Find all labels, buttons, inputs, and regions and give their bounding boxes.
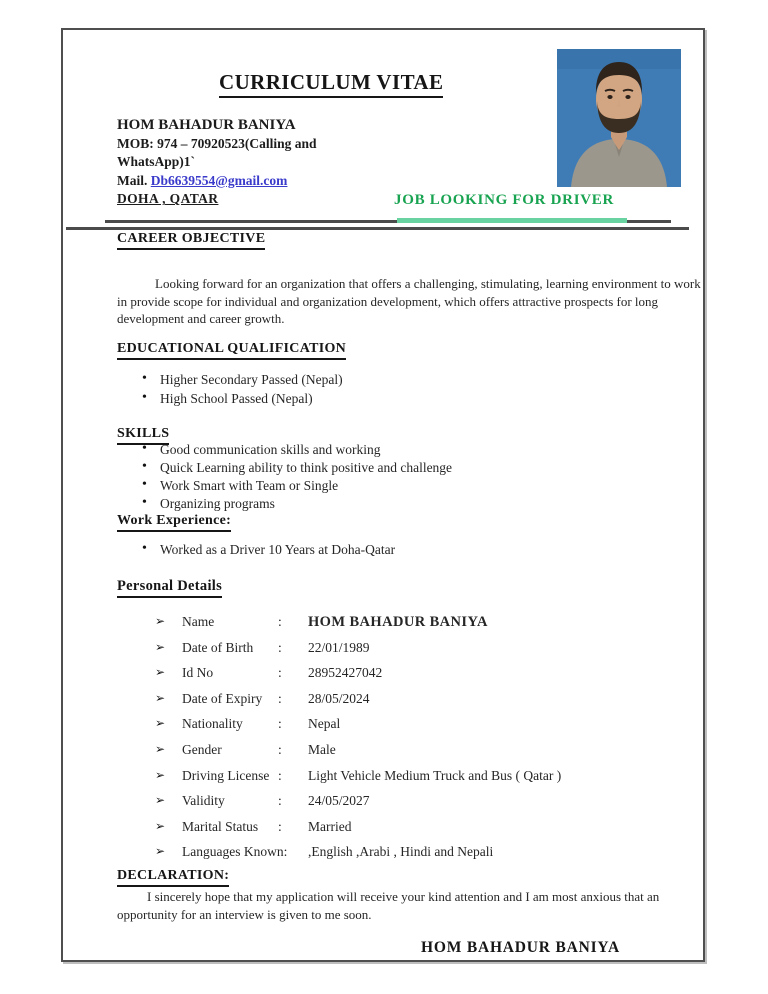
list-item-text: Quick Learning ability to think positive and challenge — [160, 460, 453, 475]
detail-row — [155, 716, 675, 742]
detail-colon: : — [278, 767, 282, 783]
list-item — [142, 542, 395, 558]
section-heading-education: EDUCATIONAL QUALIFICATION — [117, 341, 346, 360]
detail-value: Married — [308, 818, 352, 834]
detail-colon: : — [278, 818, 282, 834]
portrait-photo — [557, 49, 681, 187]
arrow-bullet-icon: ➢ — [155, 767, 166, 782]
arrow-bullet-icon: ➢ — [155, 844, 166, 859]
job-banner: JOB LOOKING FOR DRIVER — [394, 192, 615, 208]
detail-label: Date of Expiry — [182, 690, 263, 706]
detail-label: Driving License — [182, 767, 270, 783]
detail-label: Name — [182, 614, 215, 629]
detail-colon: : — [278, 690, 282, 706]
arrow-bullet-icon: ➢ — [155, 818, 166, 833]
email-link[interactable]: Db6639554@gmail.com — [150, 172, 288, 188]
section-heading-declaration: DECLARATION: — [117, 868, 229, 887]
detail-value: Nepal — [308, 716, 341, 732]
detail-label: Id No — [182, 665, 214, 681]
detail-value: 28952427042 — [308, 665, 383, 681]
detail-value: ,English ,Arabi , Hindi and Nepali — [308, 844, 494, 860]
detail-row — [155, 640, 675, 666]
page-title: CURRICULUM VITAE — [219, 70, 443, 98]
contact-name: HOM BAHADUR BANIYA — [117, 117, 296, 133]
detail-colon: : — [278, 793, 282, 809]
education-list — [142, 372, 343, 409]
arrow-bullet-icon: ➢ — [155, 665, 166, 680]
contact-mail-line — [117, 172, 317, 191]
detail-row — [155, 691, 675, 717]
detail-row — [155, 665, 675, 691]
arrow-bullet-icon: ➢ — [155, 639, 166, 654]
list-item-text: High School Passed (Nepal) — [160, 390, 313, 406]
detail-label: Marital Status — [182, 818, 259, 834]
detail-row — [155, 614, 675, 640]
section-heading-personal-details: Personal Details — [117, 578, 222, 598]
list-item-text: Organizing programs — [160, 496, 275, 511]
career-objective-text: Looking forward for an organization that offers a challenging, stimulating, learning environment to work in provide scope for individual and organization development, which offers attractive prospects for long development and career growth. — [117, 276, 701, 326]
declaration-text: I sincerely hope that my application will receive your kind attention and I am most anxious that an opportunity for an interview is given to me soon. — [117, 889, 660, 922]
detail-colon: : — [278, 741, 282, 757]
dot-bullet-icon: • — [142, 541, 147, 556]
contact-mobile-line2: WhatsApp)1` — [117, 154, 196, 170]
detail-value: 28/05/2024 — [308, 690, 370, 706]
list-item-text: Worked as a Driver 10 Years at Doha-Qatar — [160, 542, 396, 557]
arrow-bullet-icon: ➢ — [155, 614, 166, 628]
signature-name: HOM BAHADUR BANIYA — [421, 939, 620, 956]
detail-value: 22/01/1989 — [308, 639, 370, 655]
cv-page — [61, 28, 705, 962]
list-item-text: Good communication skills and working — [160, 442, 381, 457]
detail-label: Gender — [182, 741, 222, 757]
detail-label: Languages Known: — [182, 844, 288, 860]
arrow-bullet-icon: ➢ — [155, 716, 166, 731]
detail-row — [155, 768, 675, 794]
list-item — [142, 478, 452, 496]
list-item — [142, 372, 343, 391]
list-item — [142, 391, 343, 410]
detail-value: Light Vehicle Medium Truck and Bus ( Qatar ) — [308, 767, 562, 783]
list-item-text: Higher Secondary Passed (Nepal) — [160, 372, 343, 387]
contact-mobile-line1: MOB: 974 – 70920523(Calling and — [117, 135, 317, 151]
contact-location: DOHA , QATAR — [117, 191, 219, 207]
section-heading-career-objective: CAREER OBJECTIVE — [117, 231, 265, 250]
detail-value: Male — [308, 741, 336, 757]
arrow-bullet-icon: ➢ — [155, 741, 166, 756]
list-item — [142, 496, 452, 514]
contact-block — [117, 116, 317, 209]
dot-bullet-icon: • — [142, 371, 147, 386]
detail-colon: : — [278, 614, 282, 629]
dot-bullet-icon: • — [142, 389, 147, 405]
dot-bullet-icon: • — [142, 459, 147, 474]
detail-colon: : — [278, 665, 282, 681]
mail-label: Mail. — [117, 172, 151, 188]
arrow-bullet-icon: ➢ — [155, 793, 166, 808]
dot-bullet-icon: • — [142, 495, 147, 510]
work-experience-list — [142, 542, 395, 558]
list-item — [142, 460, 452, 478]
divider-green-segment — [397, 218, 627, 223]
detail-row — [155, 844, 675, 870]
detail-label: Nationality — [182, 716, 243, 732]
list-item-text: Work Smart with Team or Single — [160, 478, 339, 493]
detail-label: Validity — [182, 793, 225, 809]
section-heading-work-experience: Work Experience: — [117, 513, 231, 532]
dot-bullet-icon: • — [142, 477, 147, 492]
skills-list — [142, 442, 452, 514]
dot-bullet-icon: • — [142, 441, 147, 456]
detail-colon: : — [278, 639, 282, 655]
detail-value: HOM BAHADUR BANIYA — [308, 614, 488, 630]
arrow-bullet-icon: ➢ — [155, 690, 166, 705]
detail-value: 24/05/2027 — [308, 793, 370, 809]
detail-row — [155, 742, 675, 768]
section-heading-skills: SKILLS — [117, 426, 169, 445]
divider-bottom — [66, 227, 689, 230]
list-item — [142, 442, 452, 460]
detail-row — [155, 793, 675, 819]
detail-label: Date of Birth — [182, 639, 254, 655]
detail-row — [155, 819, 675, 845]
detail-colon: : — [278, 716, 282, 732]
personal-details-list — [155, 614, 675, 870]
